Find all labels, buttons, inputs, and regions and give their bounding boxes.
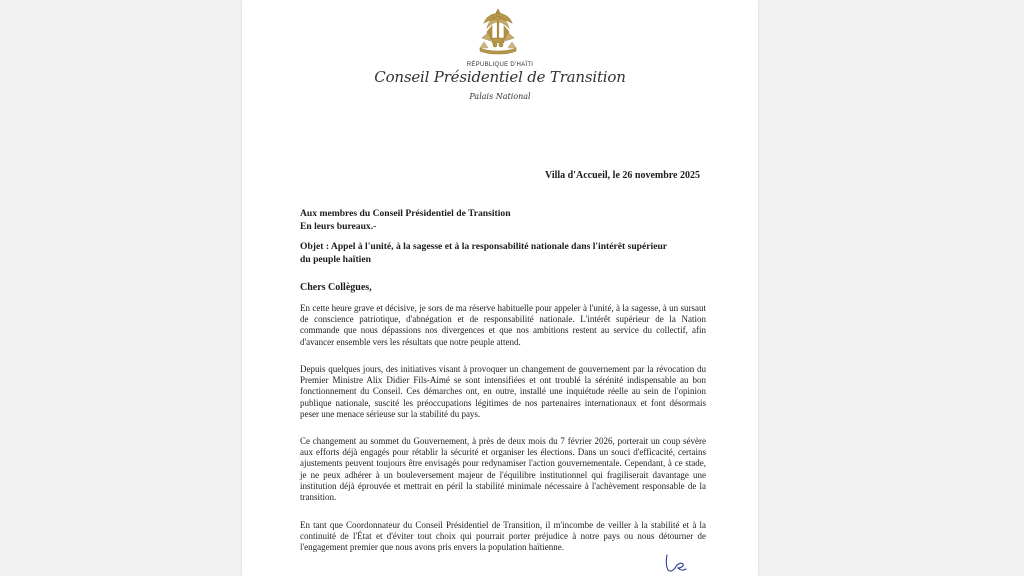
subject-line: du peuple haïtien <box>300 254 371 265</box>
palace-label: Palais National <box>469 92 531 101</box>
republic-label: RÉPUBLIQUE D'HAÏTI <box>466 62 534 68</box>
handwritten-initials-icon <box>663 552 689 574</box>
date-line: Villa d'Accueil, le 26 novembre 2025 <box>545 170 700 181</box>
addressee-line: Aux membres du Conseil Présidentiel de Transition <box>300 208 511 219</box>
paragraph: Depuis quelques jours, des initiatives visant à provoquer un changement de gouvernement par la révocation du Premier Ministre Alix Didier Fils-Aimé se sont intensifiées et ont troublé la sérénité indispensable au bon fonctionnement du Conseil. Ces démarches ont, en outre, installé une inquiétude réelle au sein de l'opinion publique nationale, suscité les préoccupations légitimes de nos partenaires internationaux et font désormais peser une menace sérieuse sur la stabilité du pays. <box>300 364 706 419</box>
council-title: Conseil Présidentiel de Transition <box>374 68 626 86</box>
letter-page <box>242 0 758 576</box>
paragraph: Ce changement au sommet du Gouvernement, à près de deux mois du 7 février 2026, porterait un coup sévère aux efforts déjà engagés pour rétablir la sécurité et organiser les élections. Dans un souci d'efficacité, certains ajustements peuvent toujours être envisagés pour redynamiser l'action gouvernementale. Cependant, à ce stade, je ne peux adhérer à un bouleversement majeur de l'équilibre institutionnel qui fragiliserait davantage une institution déjà éprouvée et mettrait en péril la stabilité minimale nécessaire à l'achèvement responsable de la transition. <box>300 436 706 503</box>
subject-line: Objet : Appel à l'unité, à la sagesse et à la responsabilité nationale dans l'intérêt supérieur <box>300 241 668 252</box>
paragraph: En tant que Coordonnateur du Conseil Présidentiel de Transition, il m'incombe de veiller à la stabilité et à la continuité de l'État et d'éviter tout choix qui pourrait porter préjudice à notre pays ou nous détourner de l'engagement premier que nous avons pris envers la population haïtienne. <box>300 520 706 553</box>
greeting: Chers Collègues, <box>300 282 372 293</box>
subject-block <box>300 240 700 266</box>
paragraph: En cette heure grave et décisive, je sors de ma réserve habituelle pour appeler à l'unité, à la sagesse, à un sursaut de conscience patriotique, d'abnégation et de responsabilité nationale. L'intérêt supérieur de la Nation commande que nous dépassions nos divergences et que nos ambitions restent au service du collectif, afin d'avancer ensemble vers les résultats que notre peuple attend. <box>300 303 706 347</box>
addressee-line: En leurs bureaux.- <box>300 220 377 232</box>
haiti-coat-of-arms-icon <box>470 4 526 60</box>
addressee-block <box>300 208 511 233</box>
